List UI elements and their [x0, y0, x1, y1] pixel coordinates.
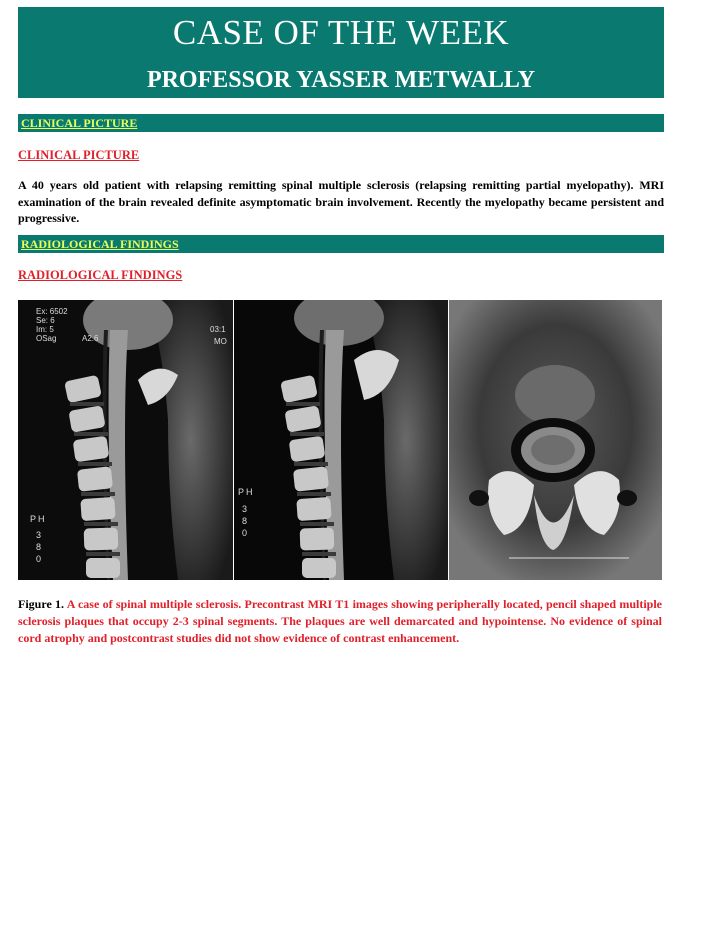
mri-image-axial [449, 300, 662, 580]
mri-image-sagittal-1 [18, 300, 233, 580]
overlay-text: H [246, 487, 253, 497]
caption-label: Figure 1. [18, 597, 65, 611]
section-bar-clinical [18, 114, 664, 132]
overlay-text: MO [214, 337, 227, 346]
overlay-text: H [38, 514, 45, 524]
overlay-text: 8 [242, 516, 248, 526]
overlay-text: 0 [36, 554, 42, 564]
mri-image-sagittal-2 [234, 300, 448, 580]
overlay-text: 8 [36, 542, 42, 552]
overlay-text: P [30, 514, 37, 524]
section-bar-link-radiology[interactable]: RADIOLOGICAL FINDINGS [21, 237, 179, 251]
overlay-text: A2.6 [82, 334, 99, 343]
radiology-heading[interactable]: RADIOLOGICAL FINDINGS [18, 268, 183, 282]
caption-text: A case of spinal multiple sclerosis. Precontrast MRI T1 images showing peripherally located, pencil shaped multiple sclerosis plaques that occupy 2-3 spinal segments. The plaques are well demarcated and hypointense. No evidence of spinal cord atrophy and postcontrast studies did not show evidence of contrast enhancement. [18, 597, 662, 645]
author-name: PROFESSOR YASSER METWALLY [146, 67, 536, 93]
overlay-text: Se: 6 [36, 316, 55, 325]
overlay-text: 03:1 [210, 325, 226, 334]
overlay-text: 3 [36, 530, 42, 540]
overlay-text: Im: 5 [36, 325, 54, 334]
section-bar-radiology [18, 235, 664, 253]
page-banner [18, 7, 664, 98]
page-title: CASE OF THE WEEK [172, 13, 510, 52]
clinical-heading[interactable]: CLINICAL PICTURE [18, 148, 140, 162]
mri-figure-row [18, 300, 662, 580]
clinical-paragraph: A 40 years old patient with relapsing remitting spinal multiple sclerosis (relapsing remitting partial myelopathy). MRI examination of the brain revealed definite asymptomatic brain involvement. Recently the myelopathy became persistent and progressive. [18, 178, 664, 225]
section-bar-link-clinical[interactable]: CLINICAL PICTURE [21, 116, 138, 130]
overlay-text: P [238, 487, 245, 497]
overlay-text: 3 [242, 504, 248, 514]
overlay-text: OSag [36, 334, 57, 343]
overlay-text: 0 [242, 528, 248, 538]
figure-caption [18, 596, 662, 647]
overlay-text: Ex: 6502 [36, 307, 68, 316]
